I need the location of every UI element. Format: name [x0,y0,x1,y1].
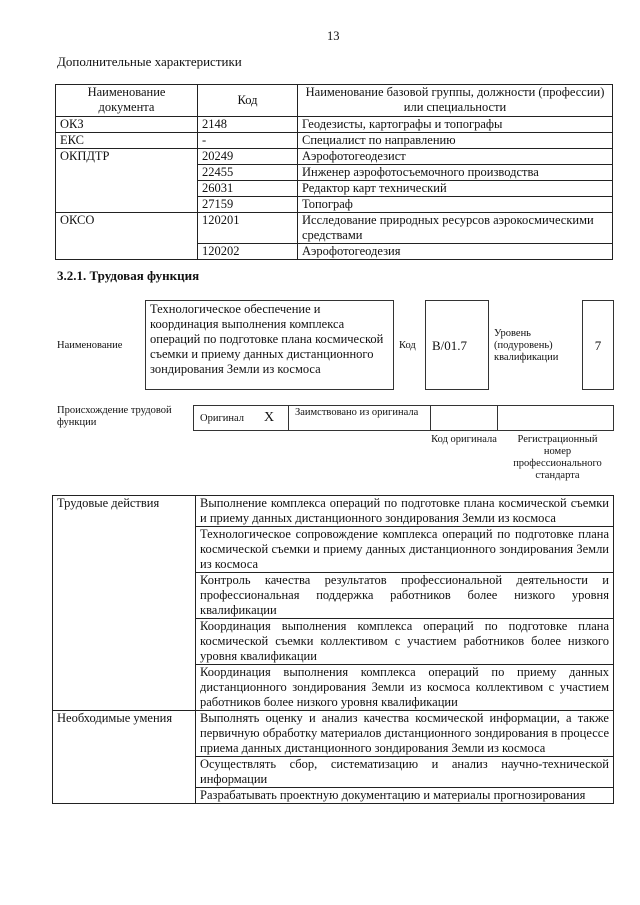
code-cell: 120202 [198,244,298,260]
name-cell: Редактор карт технический [298,181,613,197]
origin-label: Происхождение трудовой функции [57,405,172,428]
required-skill-item: Разрабатывать проектную документацию и материалы прогнозирования [196,788,614,804]
table-row [56,213,613,244]
reg-number-box[interactable] [497,405,614,431]
level-box: 7 [582,300,614,390]
name-cell: Аэрофотогеодезия [298,244,613,260]
header-document: Наименование документа [56,85,198,117]
table-row [53,711,614,757]
name-cell: Топограф [298,197,613,213]
document-cell: ЕКС [56,133,198,149]
document-cell: ОКПДТР [56,149,198,213]
classification-table [55,84,613,260]
code-cell: 2148 [198,117,298,133]
name-cell: Инженер аэрофотосъемочного производства [298,165,613,181]
table-row [56,149,613,165]
name-cell: Аэрофотогеодезист [298,149,613,165]
name-cell: Специалист по направлению [298,133,613,149]
function-code-box: B/01.7 [425,300,489,390]
labor-action-item: Технологическое сопровождение комплекса операций по подготовке плана космической съемки и приему данных дистанционного зондирования Земли из космоса [196,527,614,573]
table-row [56,117,613,133]
name-label: Наименование [57,340,123,351]
table-row [53,496,614,527]
additional-characteristics-title: Дополнительные характеристики [57,54,242,69]
code-label: Код [399,340,416,351]
labor-action-item: Координация выполнения комплекса операций по приему данных дистанционного зондирования Земли из космоса коллективом с участием работников более низкого уровня квалификации [196,665,614,711]
code-cell: 120201 [198,213,298,244]
code-cell: 22455 [198,165,298,181]
borrowed-box[interactable]: Заимствовано из оригинала [288,405,431,431]
function-name-box: Технологическое обеспечение и координация выполнения комплекса операций по подготовке плана космической съемки и приему данных дистанционного зондирования Земли из космоса [145,300,394,390]
code-cell: 27159 [198,197,298,213]
page-number: 13 [327,29,340,43]
code-cell: 20249 [198,149,298,165]
required-skill-item: Выполнять оценку и анализ качества космической информации, а также первичную обработку материалов дистанционного зондирования в процессе приема данных дистанционного зондирования Земли из космоса [196,711,614,757]
code-cell: - [198,133,298,149]
header-name: Наименование базовой группы, должности (профессии) или специальности [298,85,613,117]
code-cell: 26031 [198,181,298,197]
name-cell: Исследование природных ресурсов аэрокосмическими средствами [298,213,613,244]
reg-number-label: Регистрационный номер профессионального стандарта [513,434,602,481]
original-mark: X [264,410,275,425]
original-code-box[interactable] [430,405,498,431]
required-skill-item: Осуществлять сбор, систематизацию и анализ научно-технической информации [196,757,614,788]
level-label: Уровень (подуровень) квалификации [494,328,559,363]
original-box[interactable] [193,405,289,431]
table-row [56,133,613,149]
labor-action-item: Координация выполнения комплекса операций по подготовке плана космической съемки коллективом с участием работников более низкого уровня квалификации [196,619,614,665]
document-cell: ОКСО [56,213,198,260]
document-cell: ОКЗ [56,117,198,133]
original-label: Оригинал [200,413,244,424]
table-header-row [56,85,613,117]
section-title: 3.2.1. Трудовая функция [57,268,200,283]
required-skill-label: Необходимые умения [53,711,196,804]
labor-action-item: Контроль качества результатов профессиональной деятельности и профессиональная поддержка работников более низкого уровня квалификации [196,573,614,619]
original-code-label: Код оригинала [431,434,497,445]
labor-action-label: Трудовые действия [53,496,196,711]
function-details-table [52,495,614,804]
labor-action-item: Выполнение комплекса операций по подготовке плана космической съемки и приему данных дистанционного зондирования Земли из космоса [196,496,614,527]
name-cell: Геодезисты, картографы и топографы [298,117,613,133]
header-code: Код [198,85,298,117]
